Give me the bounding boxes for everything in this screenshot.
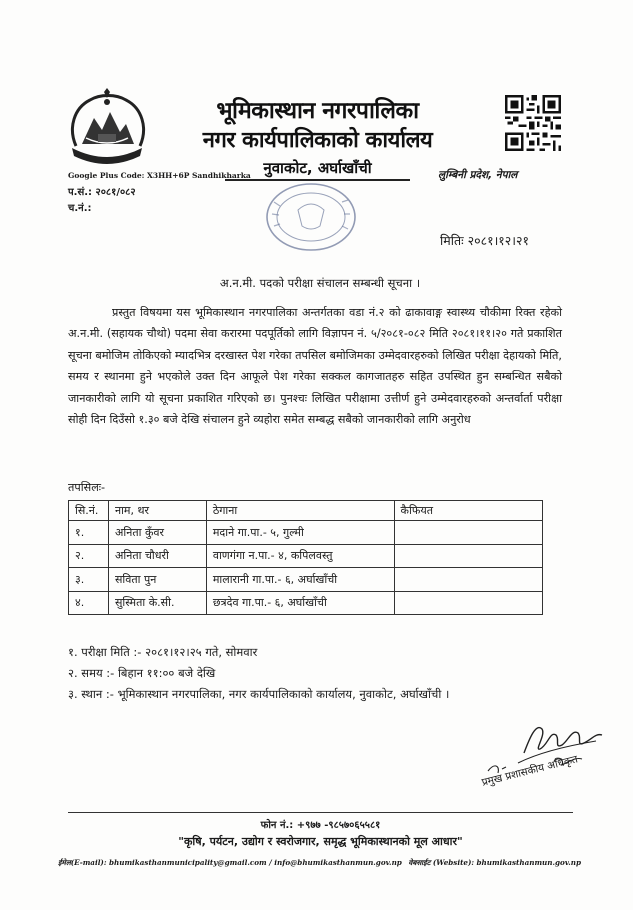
office-stamp-icon: [262, 180, 360, 254]
col-header-address: ठेगाना: [206, 501, 394, 521]
qr-code-icon: [505, 95, 561, 151]
details-label: तपसिलः-: [68, 481, 106, 494]
table-row: [69, 591, 543, 615]
exam-date: १. परीक्षा मिति :- २०८१।१२।२५ गते, सोमवार: [68, 645, 258, 659]
cell-name: सुस्मिता के.सी.: [108, 591, 206, 615]
org-name-line2: नगर कार्यपालिकाको कार्यालय: [202, 128, 433, 153]
footer-website: वेबसाईट (Website): bhumikasthanmun.gov.np: [408, 858, 582, 867]
table-row: [69, 544, 543, 568]
table-row: [69, 568, 543, 592]
signatory-title: प्रमुख प्रशासकीय अधिकृत: [480, 753, 580, 789]
cell-address: छत्रदेव गा.पा.- ६, अर्घाखाँची: [206, 591, 394, 615]
org-address: नुवाकोट, अर्घाखाँची: [225, 158, 410, 181]
reference-number: प.सं.: २०८१/०८२: [68, 187, 136, 198]
col-header-name: नाम, थर: [108, 501, 206, 521]
table-header-row: [69, 501, 543, 521]
exam-place: ३. स्थान :- भूमिकास्थान नगरपालिका, नगर कार्यपालिकाको कार्यालय, नुवाकोट, अर्घाखाँची ।: [68, 687, 450, 701]
cell-address: मदाने गा.पा.- ५, गुल्मी: [206, 521, 394, 545]
org-name-line1: भूमिकास्थान नगरपालिका: [216, 98, 419, 124]
candidates-table: [68, 500, 543, 615]
cell-remarks: [394, 544, 542, 568]
cell-remarks: [394, 521, 542, 545]
notice-subject: अ.न.मी. पदको परीक्षा संचालन सम्बन्धी सूचना ।: [219, 276, 421, 290]
cell-remarks: [394, 568, 542, 592]
footer-divider: [68, 812, 573, 813]
cell-address: मालारानी गा.पा.- ६, अर्घाखाँची: [206, 568, 394, 592]
dispatch-number: च.नं.:: [68, 203, 92, 214]
nepal-government-emblem-icon: [64, 88, 150, 166]
cell-remarks: [394, 591, 542, 615]
footer-contacts: [58, 858, 582, 868]
exam-time: २. समय :- बिहान ११:०० बजे देखि: [68, 666, 216, 680]
cell-name: अनिता कुँवर: [108, 521, 206, 545]
footer-email: ईमेल(E-mail): bhumikasthanmunicipality@gmail.com / info@bhumikasthanmun.gov.np: [58, 858, 402, 867]
notice-date: मितिः २०८१।१२।२१: [440, 233, 530, 248]
footer-phone: फोन नं.: +९७७ -९८५७०६५५८१: [260, 820, 381, 831]
cell-name: सविता पुन: [108, 568, 206, 592]
cell-address: वाणगंगा न.पा.- ४, कपिलवस्तु: [206, 544, 394, 568]
cell-name: अनिता चौधरी: [108, 544, 206, 568]
cell-serial: ३.: [69, 568, 109, 592]
cell-serial: २.: [69, 544, 109, 568]
cell-serial: १.: [69, 521, 109, 545]
province-label: लुम्बिनी प्रदेश, नेपाल: [438, 169, 518, 181]
notice-body: प्रस्तुत विषयमा यस भूमिकास्थान नगरपालिका अन्तर्गतका वडा नं.२ को ढाकावाङ्ग स्वास्थ्य चौकीमा रिक्त रहेको अ.न.मी. (सहायक चौथो) पदमा सेवा करारमा पदपूर्तिको लागि विज्ञापन नं. ५/२०८१-०८२ मिति २०८१।११।२० गते प्रकाशित सूचना बमोजिम तोकिएको म्यादभित्र दरखास्त पेश गरेका तपसिल बमोजिमका उम्मेदवारहरुको लिखित परीक्षा देहायको मिति, समय र स्थानमा हुने भएकोले उक्त दिन आफूले पेश गरेका सक्कल कागजातहरु सहित उपस्थित हुन सम्बन्धित सबैको जानकारीको लागि यो सूचना प्रकाशित गरिएको छ। पुनश्चः लिखित परीक्षामा उत्तीर्ण हुने उम्मेदवारहरुको अन्तर्वार्ता परीक्षा सोही दिन दिउँसो १.३० बजे देखि संचालन हुने व्यहोरा समेत सम्बद्ध सबैको जानकारीको लागि अनुरोध: [68, 306, 562, 427]
footer-slogan: "कृषि, पर्यटन, उद्योग र स्वरोजगार, समृद्ध भूमिकास्थानको मूल आधार": [178, 835, 463, 848]
col-header-remarks: कैफियत: [394, 501, 542, 521]
col-header-serial: सि.नं.: [69, 501, 109, 521]
plus-code: Google Plus Code: X3HH+6P Sandhikharka: [68, 171, 251, 180]
cell-serial: ४.: [69, 591, 109, 615]
table-row: [69, 521, 543, 545]
